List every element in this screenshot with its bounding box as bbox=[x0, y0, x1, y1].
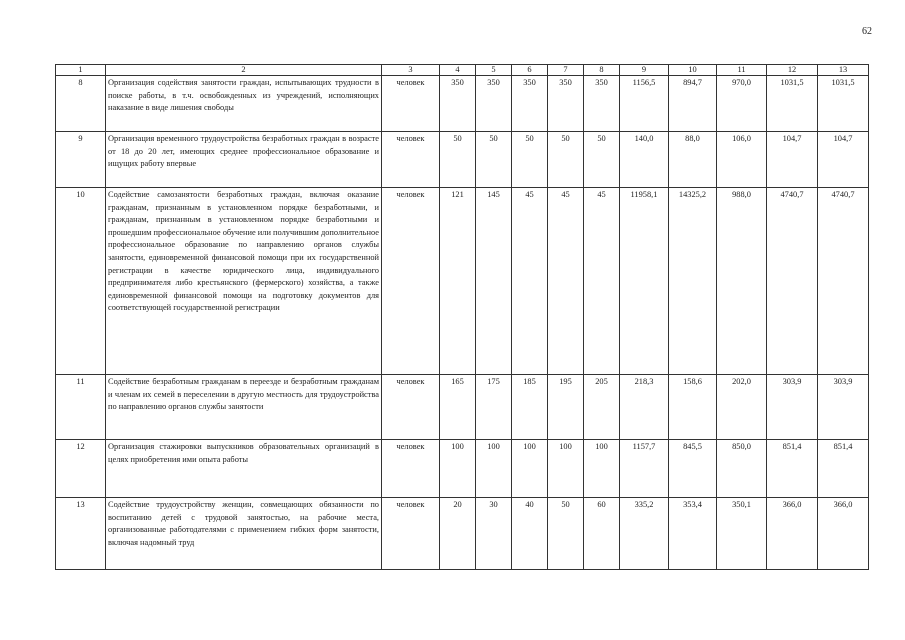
indicator-value-cell: 205 bbox=[584, 375, 620, 440]
unit-cell: человек bbox=[382, 76, 440, 132]
funding-value-cell: 4740,7 bbox=[767, 188, 818, 375]
funding-value-cell: 88,0 bbox=[669, 132, 717, 188]
funding-value-cell: 158,6 bbox=[669, 375, 717, 440]
funding-value-cell: 970,0 bbox=[717, 76, 767, 132]
indicator-value-cell: 40 bbox=[512, 498, 548, 570]
table-row bbox=[56, 498, 869, 570]
column-number-header: 12 bbox=[767, 65, 818, 76]
indicator-value-cell: 45 bbox=[548, 188, 584, 375]
measure-description-cell: Организация содействия занятости граждан, испытывающих трудности в поиске работы, в т.ч. освобожденных из учреждений, исполняющих наказание в виде лишения свободы bbox=[106, 76, 382, 132]
indicator-value-cell: 100 bbox=[512, 440, 548, 498]
funding-value-cell: 14325,2 bbox=[669, 188, 717, 375]
column-number-header: 13 bbox=[818, 65, 869, 76]
row-number-cell: 12 bbox=[56, 440, 106, 498]
table-row bbox=[56, 132, 869, 188]
column-number-row bbox=[56, 65, 869, 76]
funding-value-cell: 104,7 bbox=[767, 132, 818, 188]
column-number-header: 6 bbox=[512, 65, 548, 76]
indicator-value-cell: 50 bbox=[548, 132, 584, 188]
funding-value-cell: 218,3 bbox=[620, 375, 669, 440]
table-row bbox=[56, 440, 869, 498]
indicator-value-cell: 350 bbox=[440, 76, 476, 132]
funding-value-cell: 140,0 bbox=[620, 132, 669, 188]
row-number-cell: 13 bbox=[56, 498, 106, 570]
column-number-header: 2 bbox=[106, 65, 382, 76]
column-number-header: 5 bbox=[476, 65, 512, 76]
column-number-header: 4 bbox=[440, 65, 476, 76]
indicator-value-cell: 100 bbox=[548, 440, 584, 498]
indicator-value-cell: 350 bbox=[512, 76, 548, 132]
column-number-header: 9 bbox=[620, 65, 669, 76]
indicator-value-cell: 195 bbox=[548, 375, 584, 440]
column-number-header: 10 bbox=[669, 65, 717, 76]
funding-value-cell: 851,4 bbox=[818, 440, 869, 498]
funding-value-cell: 988,0 bbox=[717, 188, 767, 375]
row-number-cell: 11 bbox=[56, 375, 106, 440]
unit-cell: человек bbox=[382, 375, 440, 440]
funding-value-cell: 350,1 bbox=[717, 498, 767, 570]
funding-value-cell: 894,7 bbox=[669, 76, 717, 132]
indicator-value-cell: 60 bbox=[584, 498, 620, 570]
funding-value-cell: 303,9 bbox=[767, 375, 818, 440]
row-number-cell: 9 bbox=[56, 132, 106, 188]
indicator-value-cell: 350 bbox=[584, 76, 620, 132]
funding-value-cell: 850,0 bbox=[717, 440, 767, 498]
funding-value-cell: 335,2 bbox=[620, 498, 669, 570]
column-number-header: 7 bbox=[548, 65, 584, 76]
measure-description-cell: Содействие безработным гражданам в переезде и безработным гражданам и членам их семей в переселении в другую местность для трудоустройства по направлению органов службы занятости bbox=[106, 375, 382, 440]
unit-cell: человек bbox=[382, 132, 440, 188]
indicator-value-cell: 45 bbox=[584, 188, 620, 375]
indicator-value-cell: 145 bbox=[476, 188, 512, 375]
funding-value-cell: 845,5 bbox=[669, 440, 717, 498]
indicator-value-cell: 50 bbox=[440, 132, 476, 188]
table-row bbox=[56, 375, 869, 440]
measure-description-cell: Содействие самозанятости безработных граждан, включая оказание гражданам, признанным в установленном порядке безработными, и гражданам, признанным в установленном порядке безработными и прошедшим профессиональное обучение или получившим дополнительное профессиональное образование по направлению органов службы занятости, единовременной финансовой помощи при их государственной регистрации в качестве юридического лица, индивидуального предпринимателя либо крестьянского (фермерского) хозяйства, а также единовременной финансовой помощи на подготовку документов для соответствующей государственной регистрации bbox=[106, 188, 382, 375]
measure-description-cell: Организация временного трудоустройства безработных граждан в возрасте от 18 до 20 лет, имеющих среднее профессиональное образование и ищущих работу впервые bbox=[106, 132, 382, 188]
unit-cell: человек bbox=[382, 498, 440, 570]
funding-value-cell: 104,7 bbox=[818, 132, 869, 188]
page-number: 62 bbox=[862, 26, 872, 37]
unit-cell: человек bbox=[382, 188, 440, 375]
row-number-cell: 8 bbox=[56, 76, 106, 132]
funding-value-cell: 366,0 bbox=[767, 498, 818, 570]
indicator-value-cell: 45 bbox=[512, 188, 548, 375]
indicator-value-cell: 100 bbox=[476, 440, 512, 498]
funding-value-cell: 353,4 bbox=[669, 498, 717, 570]
indicator-value-cell: 50 bbox=[584, 132, 620, 188]
column-number-header: 1 bbox=[56, 65, 106, 76]
funding-value-cell: 1031,5 bbox=[818, 76, 869, 132]
indicator-value-cell: 185 bbox=[512, 375, 548, 440]
column-number-header: 8 bbox=[584, 65, 620, 76]
table-row bbox=[56, 76, 869, 132]
measure-description-cell: Организация стажировки выпускников образовательных организаций в целях приобретения ими опыта работы bbox=[106, 440, 382, 498]
funding-value-cell: 1031,5 bbox=[767, 76, 818, 132]
indicator-value-cell: 50 bbox=[512, 132, 548, 188]
indicator-value-cell: 165 bbox=[440, 375, 476, 440]
column-number-header: 11 bbox=[717, 65, 767, 76]
funding-value-cell: 303,9 bbox=[818, 375, 869, 440]
indicator-value-cell: 20 bbox=[440, 498, 476, 570]
funding-value-cell: 366,0 bbox=[818, 498, 869, 570]
table-row bbox=[56, 188, 869, 375]
funding-value-cell: 11958,1 bbox=[620, 188, 669, 375]
indicator-value-cell: 350 bbox=[548, 76, 584, 132]
indicator-value-cell: 50 bbox=[548, 498, 584, 570]
funding-value-cell: 202,0 bbox=[717, 375, 767, 440]
indicator-value-cell: 100 bbox=[584, 440, 620, 498]
row-number-cell: 10 bbox=[56, 188, 106, 375]
indicator-value-cell: 175 bbox=[476, 375, 512, 440]
indicator-value-cell: 50 bbox=[476, 132, 512, 188]
column-number-header: 3 bbox=[382, 65, 440, 76]
funding-value-cell: 4740,7 bbox=[818, 188, 869, 375]
program-measures-table bbox=[55, 64, 869, 570]
funding-value-cell: 1156,5 bbox=[620, 76, 669, 132]
indicator-value-cell: 121 bbox=[440, 188, 476, 375]
funding-value-cell: 1157,7 bbox=[620, 440, 669, 498]
unit-cell: человек bbox=[382, 440, 440, 498]
funding-value-cell: 851,4 bbox=[767, 440, 818, 498]
funding-value-cell: 106,0 bbox=[717, 132, 767, 188]
measure-description-cell: Содействие трудоустройству женщин, совмещающих обязанности по воспитанию детей с трудовой занятостью, на рабочие места, организованные работодателями с применением гибких форм занятости, включая надомный труд bbox=[106, 498, 382, 570]
indicator-value-cell: 30 bbox=[476, 498, 512, 570]
indicator-value-cell: 350 bbox=[476, 76, 512, 132]
indicator-value-cell: 100 bbox=[440, 440, 476, 498]
